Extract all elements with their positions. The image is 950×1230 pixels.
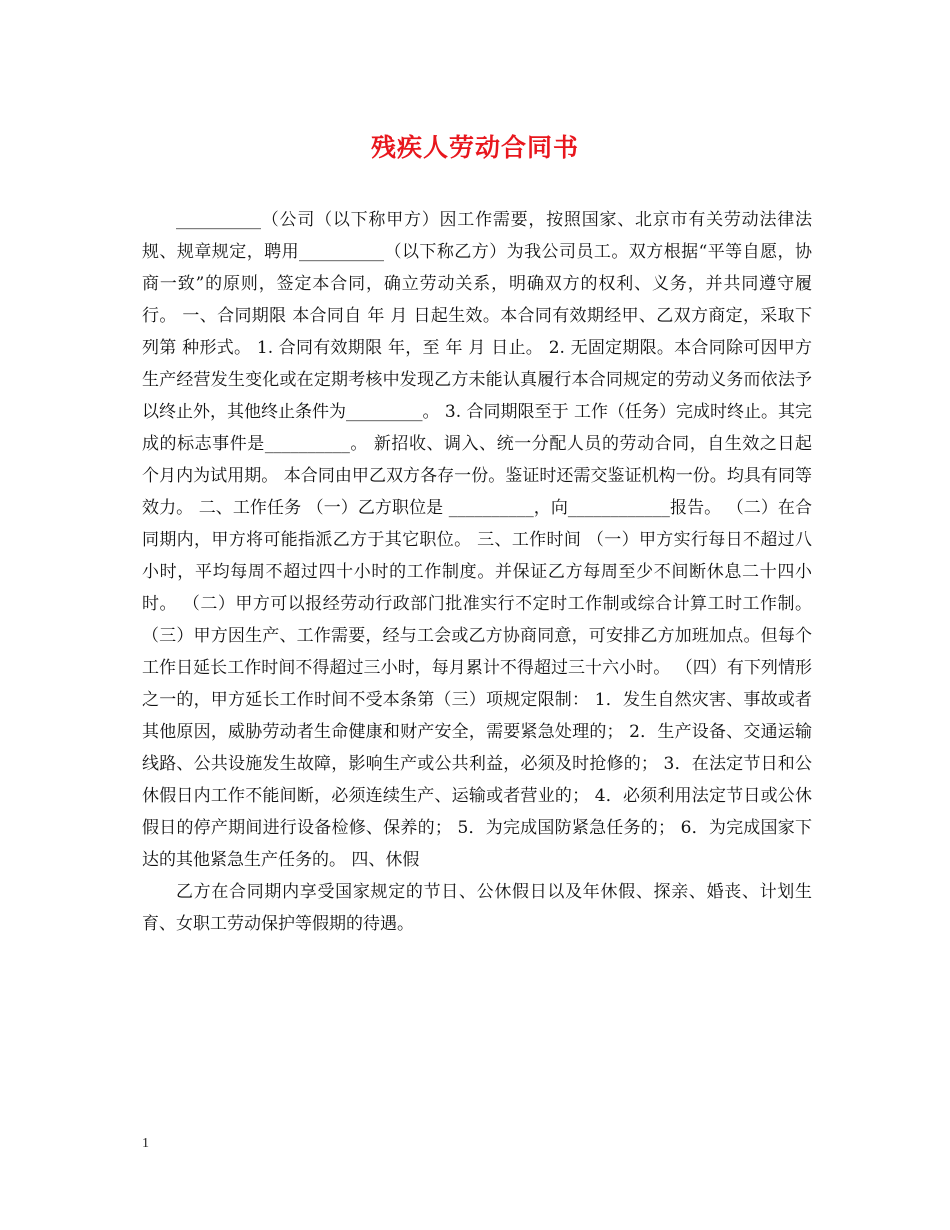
document-body — [142, 204, 812, 940]
paragraph-contract-terms: __________（公司（以下称甲方）因工作需要，按照国家、北京市有关劳动法律法规、规章规定，聘用__________（以下称乙方）为我公司员工。双方根据“平等自愿，协商一致”的原则，签定本合同，确立劳动关系，明确双方的权利、义务，并共同遵守履行。 一、合同期限 本合同自 年 月 日起生效。本合同有效期经甲、乙双方商定，采取下列第 种形式。 1. 合同有效期限 年，至 年 月 日止。 2. 无固定期限。本合同除可因甲方生产经营发生变化或在定期考核中发现乙方未能认真履行本合同规定的劳动义务而依法予以终止外，其他终止条件为_________。 3. 合同期限至于 工作（任务）完成时终止。其完成的标志事件是__________。 新招收、调入、统一分配人员的劳动合同，自生效之日起 个月内为试用期。 本合同由甲乙双方各存一份。鉴证时还需交鉴证机构一份。均具有同等效力。 二、工作任务 （一）乙方职位是 __________，向____________报告。 （二）在合同期内，甲方将可能指派乙方于其它职位。 三、工作时间 （一）甲方实行每日不超过八小时，平均每周不超过四十小时的工作制度。并保证乙方每周至少不间断休息二十四小时。 （二）甲方可以报经劳动行政部门批准实行不定时工作制或综合计算工时工作制。 （三）甲方因生产、工作需要，经与工会或乙方协商同意，可安排乙方加班加点。但每个工作日延长工作时间不得超过三小时，每月累计不得超过三十六小时。 （四）有下列情形之一的，甲方延长工作时间不受本条第（三）项规定限制： 1．发生自然灾害、事故或者其他原因，威胁劳动者生命健康和财产安全，需要紧急处理的； 2．生产设备、交通运输线路、公共设施发生故障，影响生产或公共利益，必须及时抢修的； 3．在法定节日和公休假日内工作不能间断，必须连续生产、运输或者营业的； 4．必须利用法定节日或公休假日的停产期间进行设备检修、保养的； 5．为完成国防紧急任务的； 6．为完成国家下达的其他紧急生产任务的。 四、休假 — [142, 210, 812, 870]
document-title: 残疾人劳动合同书 — [370, 133, 579, 162]
paragraph-leave: 乙方在合同期内享受国家规定的节日、公休假日以及年休假、探亲、婚丧、计划生育、女职工劳动保护等假期的待遇。 — [142, 882, 812, 934]
page-number: 1 — [142, 1136, 149, 1151]
